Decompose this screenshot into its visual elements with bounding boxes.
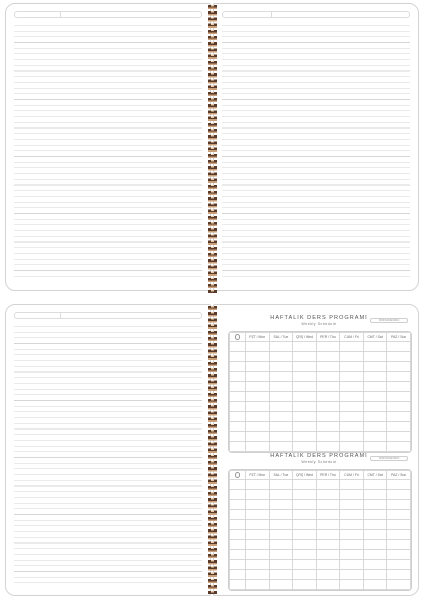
schedule-cell[interactable] [387, 550, 411, 560]
day-header: PAZ / Sun [387, 333, 411, 342]
schedule-row [230, 480, 411, 490]
schedule-cell[interactable] [269, 490, 293, 500]
time-slot-cell[interactable] [230, 442, 246, 452]
schedule-header-row [230, 333, 411, 342]
schedule-cell[interactable] [293, 480, 317, 490]
schedule-cell[interactable] [293, 500, 317, 510]
schedule-row [230, 372, 411, 382]
schedule-cell[interactable] [387, 342, 411, 352]
schedule-cell[interactable] [363, 372, 387, 382]
time-slot-cell[interactable] [230, 580, 246, 590]
schedule-row [230, 442, 411, 452]
schedule-cell[interactable] [269, 362, 293, 372]
schedule-cell[interactable] [269, 570, 293, 580]
time-column-header [230, 471, 246, 480]
day-header: CMT / Sat [363, 471, 387, 480]
schedule-cell[interactable] [269, 402, 293, 412]
schedule-cell[interactable] [293, 392, 317, 402]
ruled-lines [222, 20, 410, 280]
schedule-cell[interactable] [269, 500, 293, 510]
schedule-cell[interactable] [269, 540, 293, 550]
schedule-cell[interactable] [269, 550, 293, 560]
schedule-cell[interactable] [269, 372, 293, 382]
schedule-row [230, 392, 411, 402]
schedule-subtitle: Weekly Schedule [301, 322, 337, 326]
schedule-cell[interactable] [316, 412, 340, 422]
schedule-row [230, 402, 411, 412]
schedule-cell[interactable] [293, 362, 317, 372]
schedule-cell[interactable] [316, 402, 340, 412]
time-slot-cell[interactable] [230, 500, 246, 510]
name-field[interactable]: İSİM/NAME/İMZA [370, 318, 408, 323]
schedule-cell[interactable] [293, 520, 317, 530]
right-lined-page [213, 3, 419, 291]
schedule-cell[interactable] [246, 530, 270, 540]
schedule-cell[interactable] [340, 432, 364, 442]
schedule-cell[interactable] [316, 560, 340, 570]
schedule-cell[interactable] [363, 550, 387, 560]
schedule-cell[interactable] [293, 402, 317, 412]
time-slot-cell[interactable] [230, 530, 246, 540]
time-slot-cell[interactable] [230, 382, 246, 392]
schedule-cell[interactable] [387, 352, 411, 362]
schedule-cell[interactable] [269, 530, 293, 540]
schedule-cell[interactable] [246, 480, 270, 490]
schedule-row [230, 570, 411, 580]
time-slot-cell[interactable] [230, 372, 246, 382]
schedule-cell[interactable] [316, 432, 340, 442]
schedule-cell[interactable] [340, 520, 364, 530]
schedule-cell[interactable] [387, 570, 411, 580]
schedule-cell[interactable] [363, 500, 387, 510]
schedule-cell[interactable] [340, 442, 364, 452]
schedule-row [230, 540, 411, 550]
schedule-cell[interactable] [316, 442, 340, 452]
time-slot-cell[interactable] [230, 550, 246, 560]
schedule-row [230, 362, 411, 372]
clock-icon [235, 472, 241, 478]
schedule-cell[interactable] [316, 422, 340, 432]
name-field[interactable]: İSİM/NAME/İMZA [370, 456, 408, 461]
schedule-cell[interactable] [387, 382, 411, 392]
schedule-cell[interactable] [340, 422, 364, 432]
schedule-row [230, 412, 411, 422]
left-lined-page [5, 3, 211, 291]
day-header: SAL / Tue [269, 471, 293, 480]
schedule-cell[interactable] [363, 352, 387, 362]
schedule-subtitle: Weekly Schedule [301, 460, 337, 464]
time-slot-cell[interactable] [230, 520, 246, 530]
schedule-cell[interactable] [363, 560, 387, 570]
day-header: ÇRŞ / Wed [293, 333, 317, 342]
ruled-lines [14, 321, 202, 585]
schedule-cell[interactable] [363, 422, 387, 432]
schedule-cell[interactable] [387, 422, 411, 432]
schedule-cell[interactable] [387, 580, 411, 590]
schedule-cell[interactable] [363, 570, 387, 580]
page-header-box [14, 11, 202, 18]
schedule-cell[interactable] [387, 490, 411, 500]
schedule-cell[interactable] [340, 540, 364, 550]
time-slot-cell[interactable] [230, 560, 246, 570]
time-slot-cell[interactable] [230, 510, 246, 520]
schedule-row [230, 342, 411, 352]
schedule-cell[interactable] [269, 580, 293, 590]
schedule-cell[interactable] [363, 520, 387, 530]
schedule-cell[interactable] [340, 550, 364, 560]
schedule-cell[interactable] [363, 412, 387, 422]
schedule-cell[interactable] [246, 510, 270, 520]
day-header: SAL / Tue [269, 333, 293, 342]
schedule-cell[interactable] [363, 580, 387, 590]
schedule-cell[interactable] [246, 402, 270, 412]
schedule-cell[interactable] [293, 580, 317, 590]
time-slot-cell[interactable] [230, 422, 246, 432]
schedule-cell[interactable] [387, 540, 411, 550]
schedule-cell[interactable] [269, 422, 293, 432]
schedule-cell[interactable] [340, 490, 364, 500]
schedule-cell[interactable] [316, 580, 340, 590]
time-slot-cell[interactable] [230, 540, 246, 550]
spiral-binding [208, 306, 217, 594]
schedule-cell[interactable] [340, 392, 364, 402]
schedule-cell[interactable] [246, 342, 270, 352]
schedule-cell[interactable] [246, 560, 270, 570]
schedule-cell[interactable] [246, 520, 270, 530]
day-header: CMT / Sat [363, 333, 387, 342]
schedule-cell[interactable] [293, 530, 317, 540]
schedule-cell[interactable] [246, 422, 270, 432]
schedule-cell[interactable] [340, 342, 364, 352]
schedule-cell[interactable] [246, 412, 270, 422]
schedule-cell[interactable] [387, 530, 411, 540]
schedule-cell[interactable] [316, 570, 340, 580]
schedule-cell[interactable] [246, 372, 270, 382]
schedule-cell[interactable] [363, 442, 387, 452]
schedule-cell[interactable] [293, 560, 317, 570]
schedule-cell[interactable] [269, 352, 293, 362]
schedule-cell[interactable] [246, 442, 270, 452]
schedule-cell[interactable] [340, 500, 364, 510]
time-slot-cell[interactable] [230, 392, 246, 402]
schedule-cell[interactable] [269, 432, 293, 442]
schedule-cell[interactable] [293, 372, 317, 382]
schedule-row [230, 382, 411, 392]
schedule-cell[interactable] [363, 392, 387, 402]
time-slot-cell[interactable] [230, 570, 246, 580]
page-header-box [14, 312, 202, 319]
schedule-cell[interactable] [363, 530, 387, 540]
schedule-row [230, 550, 411, 560]
schedule-cell[interactable] [316, 362, 340, 372]
schedule-cell[interactable] [387, 520, 411, 530]
notebook-spread-bottom [5, 304, 419, 596]
schedule-cell[interactable] [387, 372, 411, 382]
schedule-cell[interactable] [316, 372, 340, 382]
time-slot-cell[interactable] [230, 352, 246, 362]
schedule-cell[interactable] [387, 392, 411, 402]
schedule-cell[interactable] [387, 480, 411, 490]
notebook-spread-top [5, 3, 419, 291]
time-slot-cell[interactable] [230, 402, 246, 412]
schedule-row [230, 560, 411, 570]
schedule-cell[interactable] [269, 520, 293, 530]
time-slot-cell[interactable] [230, 342, 246, 352]
schedule-cell[interactable] [363, 402, 387, 412]
schedule-cell[interactable] [269, 392, 293, 402]
schedule-cell[interactable] [269, 560, 293, 570]
schedule-cell[interactable] [387, 432, 411, 442]
schedule-cell[interactable] [387, 402, 411, 412]
time-slot-cell[interactable] [230, 412, 246, 422]
schedule-cell[interactable] [316, 480, 340, 490]
schedule-grid [228, 331, 412, 453]
schedule-cell[interactable] [246, 500, 270, 510]
schedule-cell[interactable] [316, 510, 340, 520]
day-header: PZT / Mon [246, 471, 270, 480]
schedule-cell[interactable] [269, 382, 293, 392]
day-header: PAZ / Sun [387, 471, 411, 480]
schedule-cell[interactable] [363, 490, 387, 500]
schedule-cell[interactable] [387, 500, 411, 510]
schedule-cell[interactable] [246, 540, 270, 550]
schedule-cell[interactable] [316, 540, 340, 550]
schedule-cell[interactable] [269, 342, 293, 352]
schedule-cell[interactable] [387, 442, 411, 452]
day-header: CUM / Fri [340, 333, 364, 342]
schedule-cell[interactable] [363, 362, 387, 372]
schedule-cell[interactable] [293, 540, 317, 550]
schedule-grid [228, 469, 412, 591]
schedule-row [230, 580, 411, 590]
day-header: PER / Thu [316, 333, 340, 342]
schedule-cell[interactable] [293, 490, 317, 500]
schedule-cell[interactable] [387, 362, 411, 372]
schedule-row [230, 500, 411, 510]
schedule-cell[interactable] [246, 580, 270, 590]
schedule-cell[interactable] [293, 550, 317, 560]
schedule-row [230, 510, 411, 520]
day-header: ÇRŞ / Wed [293, 471, 317, 480]
schedule-cell[interactable] [363, 342, 387, 352]
schedule-cell[interactable] [316, 392, 340, 402]
schedule-cell[interactable] [293, 432, 317, 442]
schedule-cell[interactable] [363, 510, 387, 520]
schedule-row [230, 490, 411, 500]
schedule-cell[interactable] [340, 382, 364, 392]
schedule-cell[interactable] [363, 480, 387, 490]
schedule-cell[interactable] [293, 510, 317, 520]
schedule-cell[interactable] [316, 490, 340, 500]
schedule-page [213, 304, 419, 596]
schedule-cell[interactable] [340, 412, 364, 422]
schedule-cell[interactable] [316, 550, 340, 560]
schedule-cell[interactable] [246, 382, 270, 392]
schedule-cell[interactable] [246, 392, 270, 402]
schedule-cell[interactable] [340, 530, 364, 540]
time-slot-cell[interactable] [230, 362, 246, 372]
clock-icon [235, 334, 241, 340]
schedule-cell[interactable] [293, 382, 317, 392]
time-slot-cell[interactable] [230, 432, 246, 442]
ruled-lines [14, 20, 202, 280]
schedule-cell[interactable] [246, 352, 270, 362]
day-header: PZT / Mon [246, 333, 270, 342]
schedule-cell[interactable] [340, 372, 364, 382]
schedule-row [230, 422, 411, 432]
schedule-cell[interactable] [316, 530, 340, 540]
schedule-cell[interactable] [340, 560, 364, 570]
spiral-binding [208, 5, 217, 293]
schedule-cell[interactable] [293, 570, 317, 580]
schedule-cell[interactable] [246, 570, 270, 580]
time-column-header [230, 333, 246, 342]
time-slot-cell[interactable] [230, 480, 246, 490]
schedule-cell[interactable] [269, 510, 293, 520]
schedule-row [230, 352, 411, 362]
schedule-cell[interactable] [316, 500, 340, 510]
schedule-cell[interactable] [246, 432, 270, 442]
schedule-cell[interactable] [340, 570, 364, 580]
schedule-cell[interactable] [340, 510, 364, 520]
schedule-row [230, 432, 411, 442]
page-header-box [222, 11, 410, 18]
day-header: CUM / Fri [340, 471, 364, 480]
left-lined-page [5, 304, 211, 596]
schedule-cell[interactable] [316, 382, 340, 392]
schedule-cell[interactable] [293, 352, 317, 362]
schedule-cell[interactable] [340, 580, 364, 590]
time-slot-cell[interactable] [230, 490, 246, 500]
schedule-cell[interactable] [340, 480, 364, 490]
day-header: PER / Thu [316, 471, 340, 480]
schedule-row [230, 520, 411, 530]
schedule-cell[interactable] [387, 510, 411, 520]
schedule-cell[interactable] [340, 402, 364, 412]
schedule-row [230, 530, 411, 540]
schedule-cell[interactable] [293, 412, 317, 422]
schedule-cell[interactable] [269, 442, 293, 452]
schedule-cell[interactable] [387, 412, 411, 422]
schedule-header-row [230, 471, 411, 480]
schedule-cell[interactable] [293, 422, 317, 432]
schedule-cell[interactable] [246, 550, 270, 560]
schedule-cell[interactable] [246, 362, 270, 372]
schedule-cell[interactable] [363, 432, 387, 442]
schedule-title: HAFTALIK DERS PROGRAMI [270, 453, 368, 459]
schedule-cell[interactable] [363, 382, 387, 392]
schedule-cell[interactable] [316, 520, 340, 530]
schedule-cell[interactable] [340, 352, 364, 362]
schedule-cell[interactable] [293, 342, 317, 352]
schedule-cell[interactable] [363, 540, 387, 550]
schedule-cell[interactable] [316, 342, 340, 352]
schedule-cell[interactable] [246, 490, 270, 500]
schedule-title: HAFTALIK DERS PROGRAMI [270, 315, 368, 321]
schedule-cell[interactable] [387, 560, 411, 570]
schedule-cell[interactable] [269, 480, 293, 490]
schedule-cell[interactable] [269, 412, 293, 422]
schedule-cell[interactable] [293, 442, 317, 452]
schedule-cell[interactable] [316, 352, 340, 362]
schedule-cell[interactable] [340, 362, 364, 372]
